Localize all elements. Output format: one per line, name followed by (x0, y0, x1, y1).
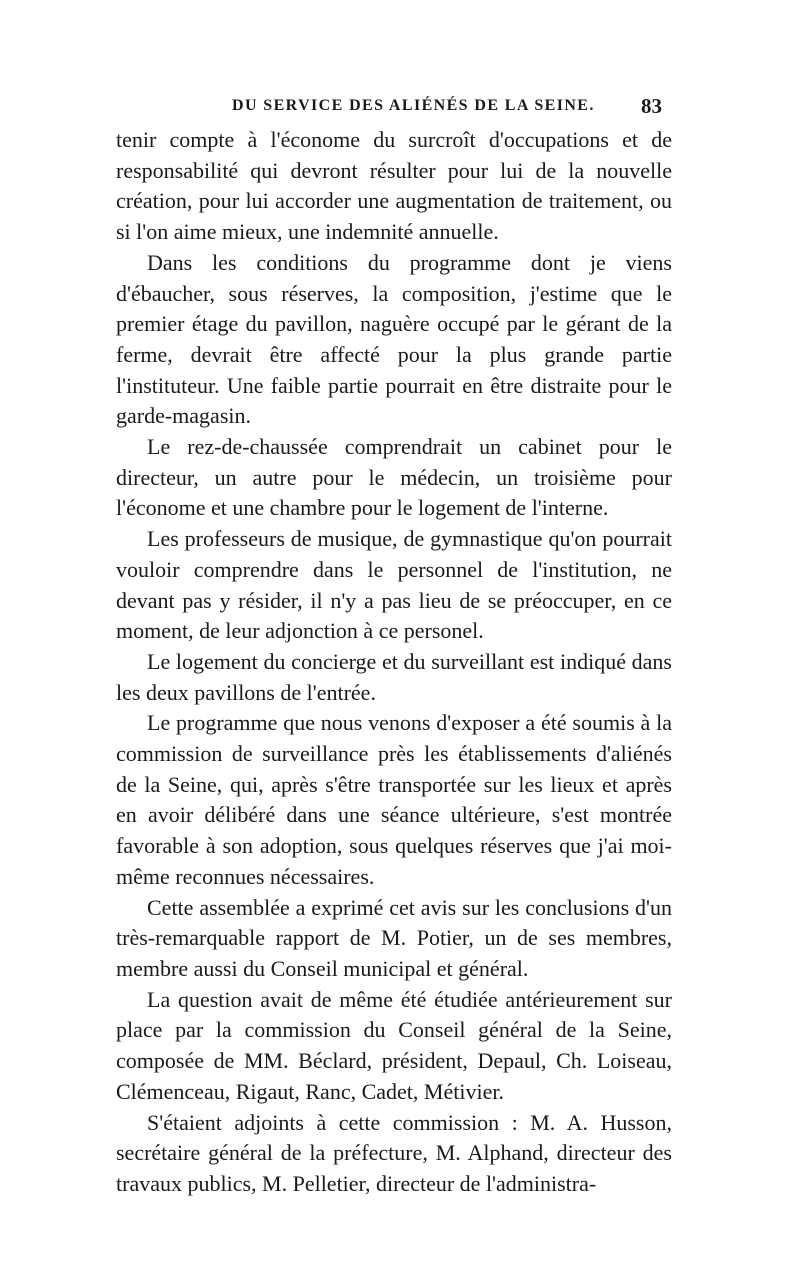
page-number: 83 (641, 94, 662, 118)
body-text (116, 125, 672, 1200)
paragraph: Le logement du concierge et du surveillant est indiqué dans les deux pavillons de l'entrée. (116, 648, 672, 705)
paragraph-continued: tenir compte à l'économe du surcroît d'occupations et de responsabilité qui devront résulter pour lui de la nouvelle création, pour lui accorder une augmentation de traitement, ou si l'on aime mieux, une indemnité annuelle. (116, 127, 672, 245)
paragraph: La question avait de même été étudiée antérieurement sur place par la commission du Conseil général de la Seine, composée de MM. Béclard, président, Depaul, Ch. Loiseau, Clémenceau, Rigaut, Ranc, Cadet, Métivier. (116, 986, 672, 1104)
page-header (232, 92, 662, 122)
paragraph: Le programme que nous venons d'exposer a été soumis à la commission de surveillance près les établissements d'aliénés de la Seine, qui, après s'être transportée sur les lieux et après en avoir délibéré dans une séance ultérieure, s'est montrée favorable à son adoption, sous quelques réserves que j'ai moi-même reconnues nécessaires. (116, 710, 672, 889)
paragraph: Cette assemblée a exprimé cet avis sur les conclusions d'un très-remarquable rapport de M. Potier, un de ses membres, membre aussi du Conseil municipal et général. (116, 894, 672, 981)
paragraph: S'étaient adjoints à cette commission : M. A. Husson, secrétaire général de la préfecture, M. Alphand, directeur des travaux publics, M. Pelletier, directeur de l'administra- (116, 1109, 672, 1196)
paragraph: Dans les conditions du programme dont je viens d'ébaucher, sous réserves, la composition, j'estime que le premier étage du pavillon, naguère occupé par le gérant de la ferme, devrait être affecté pour la plus grande partie l'instituteur. Une faible partie pourrait en être distraite pour le garde-magasin. (116, 249, 672, 429)
paragraph: Les professeurs de musique, de gymnastique qu'on pourrait vouloir comprendre dans le personnel de l'institution, ne devant pas y résider, il n'y a pas lieu de se préoccuper, en ce moment, de leur adjonction à ce personel. (116, 526, 672, 644)
running-title: DU SERVICE DES ALIÉNÉS DE LA SEINE. (232, 97, 595, 114)
paragraph: Le rez-de-chaussée comprendrait un cabinet pour le directeur, un autre pour le médecin, un troisième pour l'économe et une chambre pour le logement de l'interne. (116, 434, 672, 521)
